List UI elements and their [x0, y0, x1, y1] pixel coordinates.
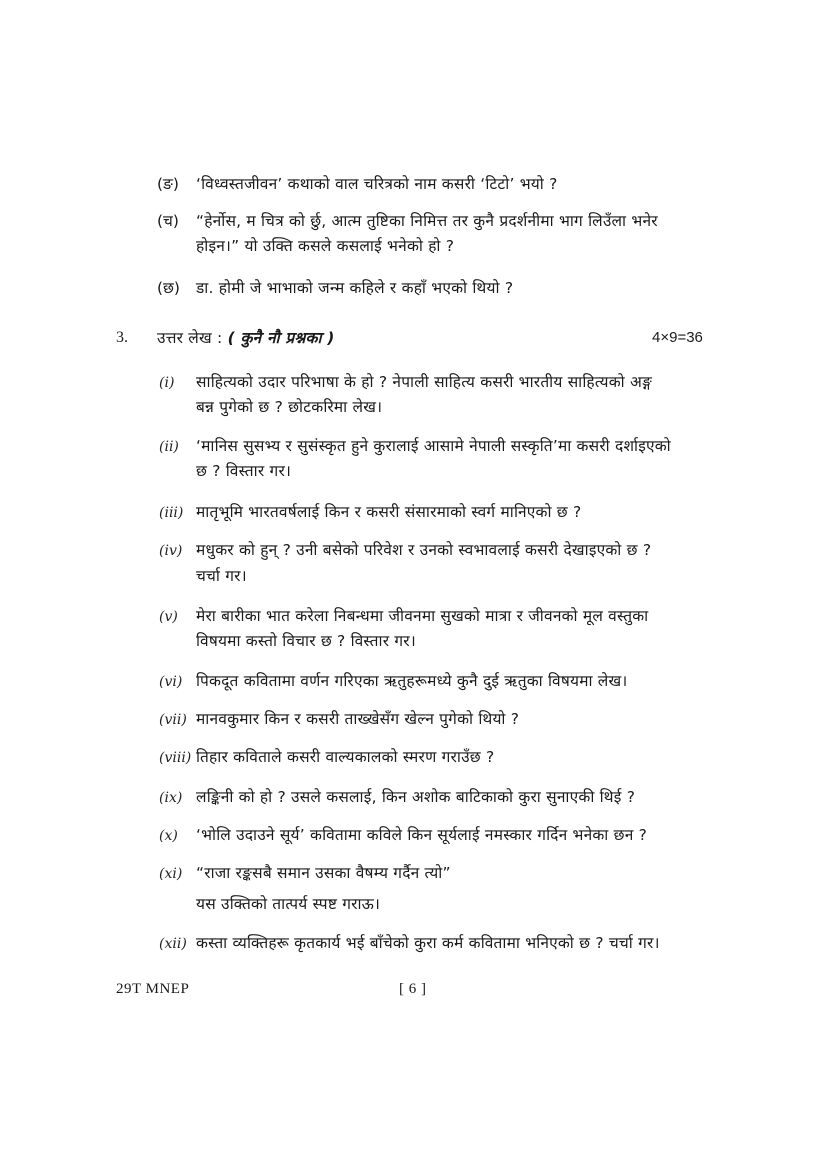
question-text: “हेर्नोस, म चित्र को र्छु, आत्म तुष्टिका निमित्त तर कुनै प्रदर्शनीमा भाग लिउँला भनेर	[196, 212, 658, 230]
question-text: मेरा बारीका भात करेला निबन्धमा जीवनमा सुखको मात्रा र जीवनको मूल वस्तुका	[196, 607, 649, 625]
question-text: ‘विध्वस्तजीवन’ कथाको वाल चरित्रको नाम कसरी ‘टिटो’ भयो ?	[196, 175, 558, 193]
item-label: (x)	[159, 828, 178, 844]
item-label: (xii)	[159, 936, 187, 952]
question-text: मानवकुमार किन र कसरी ताख्खेसँग खेल्न पुगेको थियो ?	[196, 710, 520, 728]
question-instruction: ( कुनै नौ प्रश्नका )	[227, 329, 335, 347]
question-text-cont: यस उक्तिको तात्पर्य स्पष्ट गराऊ।	[196, 895, 381, 913]
question-text-cont: होइन।” यो उक्ति कसले कसलाई भनेको हो ?	[196, 237, 455, 255]
question-text: मधुकर को हुन् ? उनी बसेको परिवेश र उनको स्वभावलाई कसरी देखाइएको छ ?	[196, 541, 652, 559]
question-number: 3.	[116, 329, 128, 346]
question-text: ‘मानिस सुसभ्य र सुसंस्कृत हुने कुरालाई आसामे नेपाली सस्कृति’मा कसरी दर्शाइएको	[196, 437, 671, 455]
item-label: (छ)	[157, 279, 180, 297]
question-text: साहित्यको उदार परिभाषा के हो ? नेपाली साहित्य कसरी भारतीय साहित्यको अङ्ग	[196, 373, 653, 391]
item-label: (ii)	[159, 439, 179, 455]
paper-code: 29T MNEP	[116, 981, 190, 997]
item-label: (ix)	[159, 790, 183, 806]
question-text: पिकदूत कवितामा वर्णन गरिएका ऋतुहरूमध्ये कुनै दुई ऋतुका विषयमा लेख।	[196, 672, 628, 690]
question-text: “राजा रङ्कसबै समान उसका वैषम्य गर्दैन त्यो”	[196, 864, 451, 882]
item-label: (iv)	[159, 543, 183, 559]
item-label: (vi)	[159, 674, 183, 690]
item-label: (iii)	[159, 505, 184, 521]
question-text: लङ्किनी को हो ? उसले कसलाई, किन अशोक बाटिकाको कुरा सुनाएकी थिई ?	[196, 788, 636, 806]
item-label: (xi)	[159, 866, 183, 882]
item-label: (i)	[159, 375, 175, 391]
page-number: [ 6 ]	[399, 981, 427, 997]
question-text: मातृभूमि भारतवर्षलाई किन र कसरी संसारमाको स्वर्ग मानिएको छ ?	[196, 503, 582, 521]
item-label: (vii)	[159, 712, 187, 728]
question-text: कस्ता व्यक्तिहरू कृतकार्य भई बाँचेको कुरा कर्म कवितामा भनिएको छ ? चर्चा गर।	[196, 934, 660, 952]
item-label: (ङ)	[157, 175, 179, 193]
question-text-cont: चर्चा गर।	[196, 567, 247, 585]
marks: 4×9=36	[652, 329, 703, 346]
item-label: (viii)	[159, 750, 192, 766]
question-text: तिहार कविताले कसरी वाल्यकालको स्मरण गराउँछ ?	[196, 748, 495, 766]
question-text-cont: विषयमा कस्तो विचार छ ? विस्तार गर।	[196, 632, 416, 650]
item-label: (v)	[159, 609, 178, 625]
question-text: ‘भोलि उदाउने सूर्य’ कवितामा कविले किन सूर्यलाई नमस्कार गर्दिन भनेका छन ?	[196, 826, 648, 844]
question-text: डा. होमी जे भाभाको जन्म कहिले र कहाँ भएको थियो ?	[196, 279, 514, 297]
question-text-cont: बन्न पुगेको छ ? छोटकरिमा लेख।	[196, 398, 383, 416]
question-title	[157, 328, 335, 348]
item-label: (च)	[157, 212, 179, 230]
question-text-cont: छ ? विस्तार गर।	[196, 462, 292, 480]
question-title-text: उत्तर लेख :	[157, 329, 223, 347]
